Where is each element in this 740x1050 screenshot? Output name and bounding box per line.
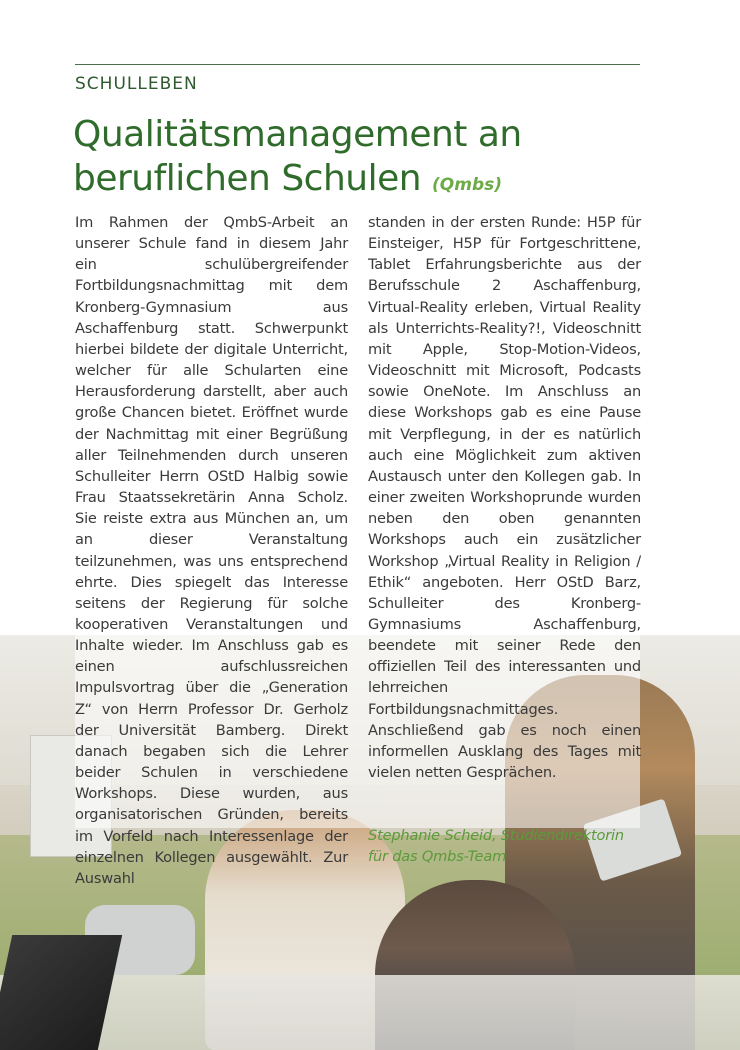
header-rule [75, 64, 640, 65]
article-column-right [368, 212, 641, 868]
article-text-left: Im Rahmen der QmbS-Arbeit an unserer Schule fand in diesem Jahr ein schulübergreifender Fortbildungsnachmittag mit dem Kronberg-Gymnasium aus Aschaffenburg statt. Schwerpunkt hierbei bildete der digitale Unterricht, welcher für alle Schularten eine Herausforderung darstellt, aber auch große Chancen bietet. Eröffnet wurde der Nachmittag mit einer Begrüßung aller Teilnehmenden durch unseren Schulleiter Herrn OStD Halbig sowie Frau Staatssekretärin Anna Scholz. Sie reiste extra aus München an, um an dieser Veranstaltung teilzunehmen, was uns entsprechend ehrte. Dies spiegelt das Interesse seitens der Regierung für solche kooperativen Veranstaltungen und Inhalte wieder. Im Anschluss gab es einen aufschlussreichen Impulsvortrag über die „Generation Z“ von Herrn Professor Dr. Gerholz der Universität Bamberg. Direkt danach begaben sich die Lehrer beider Schulen in verschiedene Workshops. Diese wurden, aus organisatorischen Gründen, bereits im Vorfeld nach Interessenlage der einzelnen Kollegen ausgewählt. Zur Auswahl [75, 214, 348, 887]
article-text-right: standen in der ersten Runde: H5P für Einsteiger, H5P für Fortgeschrittene, Tablet Erfahrungsberichte aus der Berufsschule 2 Aschaffenburg, Virtual-Reality erleben, Virtual Reality als Unterrichts-Reality?!, Videoschnitt mit Apple, Stop-Motion-Videos, Videoschnitt mit Microsoft, Podcasts sowie OneNote. Im Anschluss an diese Workshops gab es eine Pause mit Verpflegung, in der es natürlich auch eine Möglichkeit zum aktiven Austausch unter den Kollegen gab. In einer zweiten Workshoprunde wurden neben den oben genannten Workshops auch ein zusätzlicher Workshop „Virtual Reality in Religion / Ethik“ angeboten. Herr OStD Barz, Schulleiter des Kronberg-Gymnasiums Aschaffenburg, beendete mit seiner Rede den offiziellen Teil des interessanten und lehrreichen Fortbildungsnachmittages. Anschließend gab es noch einen informellen Ausklang des Tages mit vielen netten Gesprächen. [368, 214, 641, 782]
signature-line-2: für das Qmbs-Team [368, 848, 507, 866]
title-main: Qualitätsmanagement an beruflichen Schulen [73, 114, 522, 199]
article-column-left [75, 212, 348, 889]
signature-line-1: Stephanie Scheid, Studiendirektorin [368, 827, 624, 845]
signature [368, 825, 641, 867]
title-tag: (Qmbs) [432, 175, 503, 195]
article-title [73, 113, 673, 207]
section-label: SCHULLEBEN [75, 74, 198, 94]
